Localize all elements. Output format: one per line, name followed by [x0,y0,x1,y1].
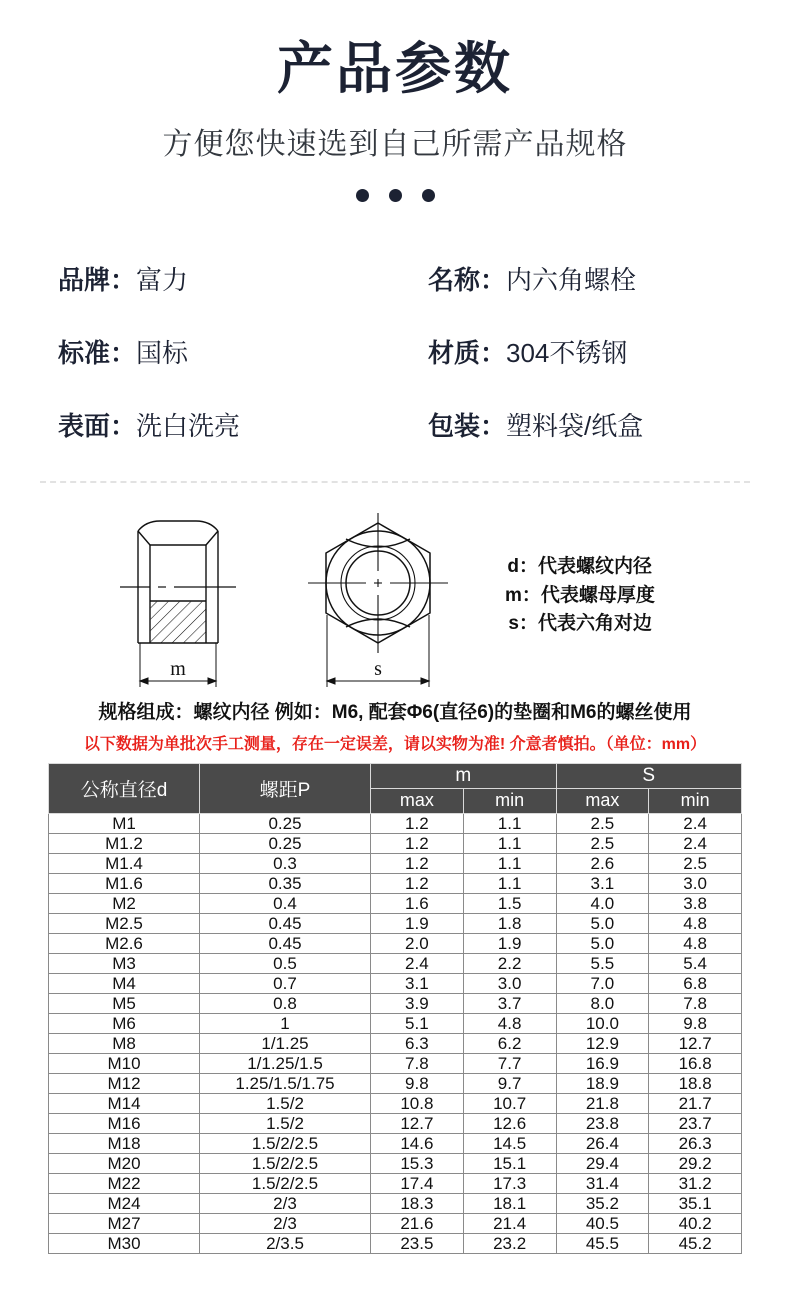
table-row [49,953,742,973]
cell-diameter: M14 [49,1093,200,1113]
spec-value: 洗白洗亮 [136,410,241,441]
cell-diameter: M2.6 [49,933,200,953]
cell-s-min: 3.8 [649,893,742,913]
cell-pitch: 0.25 [200,813,371,833]
table-row [49,873,742,893]
cell-m-max: 15.3 [371,1153,464,1173]
spec-item-surface [58,406,428,443]
spec-item-material [428,333,790,370]
cell-m-max: 1.2 [371,873,464,893]
header-nominal-diameter: 公称直径d [49,763,200,813]
spec-label: 表面： [58,410,137,441]
cell-pitch: 2/3 [200,1193,371,1213]
cell-pitch: 0.8 [200,993,371,1013]
side-view-dimension-label: m [170,657,186,680]
cell-m-min: 1.1 [463,853,556,873]
table-body [49,813,742,1253]
table-row [49,1173,742,1193]
table-row [49,933,742,953]
cell-s-max: 12.9 [556,1033,649,1053]
header-group-m: m [371,763,557,788]
cell-s-min: 3.0 [649,873,742,893]
cell-s-min: 23.7 [649,1113,742,1133]
cell-diameter: M12 [49,1073,200,1093]
legend-text: 代表螺纹内径 [538,555,653,577]
spec-item-name [428,260,790,297]
legend-separator: ： [519,555,539,577]
dot-icon [389,189,402,202]
cell-s-max: 10.0 [556,1013,649,1033]
cell-diameter: M3 [49,953,200,973]
cell-m-max: 23.5 [371,1233,464,1253]
hex-nut-drawings [110,501,470,691]
spec-item-packaging [428,406,790,443]
table-row [49,973,742,993]
cell-m-max: 18.3 [371,1193,464,1213]
cell-pitch: 0.25 [200,833,371,853]
cell-s-max: 45.5 [556,1233,649,1253]
cell-m-max: 12.7 [371,1113,464,1133]
cell-diameter: M24 [49,1193,200,1213]
cell-m-min: 1.1 [463,813,556,833]
legend-text: 代表六角对边 [538,613,653,635]
table-row [49,1233,742,1253]
cell-pitch: 1.5/2/2.5 [200,1153,371,1173]
cell-m-max: 7.8 [371,1053,464,1073]
diagram-section [0,501,790,691]
cell-pitch: 1.5/2 [200,1093,371,1113]
cell-m-min: 12.6 [463,1113,556,1133]
cell-pitch: 0.4 [200,893,371,913]
cell-diameter: M30 [49,1233,200,1253]
cell-s-max: 3.1 [556,873,649,893]
table-row [49,853,742,873]
cell-m-max: 3.9 [371,993,464,1013]
cell-s-max: 2.5 [556,813,649,833]
specification-table [48,763,742,1254]
header-m-min: min [463,788,556,813]
cell-s-min: 21.7 [649,1093,742,1113]
cell-m-min: 3.7 [463,993,556,1013]
cell-s-max: 5.5 [556,953,649,973]
cell-s-min: 12.7 [649,1033,742,1053]
notes-section [0,697,790,754]
spec-item-standard [58,333,428,370]
legend-text: 代表螺母厚度 [540,584,655,606]
cell-pitch: 1.25/1.5/1.75 [200,1073,371,1093]
spec-label: 名称： [428,264,507,295]
spec-value: 塑料袋/纸盒 [506,410,644,441]
cell-diameter: M1.4 [49,853,200,873]
cell-diameter: M5 [49,993,200,1013]
table-row [49,1133,742,1153]
table-row [49,1033,742,1053]
spec-label: 品牌： [58,264,137,295]
cell-diameter: M2.5 [49,913,200,933]
header-m-max: max [371,788,464,813]
note-composition: 规格组成：螺纹内径 例如：M6, 配套Φ6(直径6)的垫圈和M6的螺丝使用 [98,701,692,723]
cell-m-min: 9.7 [463,1073,556,1093]
cell-s-min: 31.2 [649,1173,742,1193]
cell-pitch: 0.7 [200,973,371,993]
legend-symbol: m [505,584,522,606]
cell-s-max: 5.0 [556,913,649,933]
spec-label: 材质： [428,337,507,368]
cell-s-max: 16.9 [556,1053,649,1073]
table-row [49,913,742,933]
cell-m-max: 14.6 [371,1133,464,1153]
cell-diameter: M1 [49,813,200,833]
cell-diameter: M4 [49,973,200,993]
cell-pitch: 1.5/2/2.5 [200,1173,371,1193]
cell-pitch: 1/1.25/1.5 [200,1053,371,1073]
cell-m-min: 21.4 [463,1213,556,1233]
specification-table-container [48,763,742,1254]
cell-diameter: M2 [49,893,200,913]
cell-s-max: 35.2 [556,1193,649,1213]
cell-diameter: M1.6 [49,873,200,893]
cell-m-min: 1.5 [463,893,556,913]
cell-m-min: 3.0 [463,973,556,993]
cell-s-min: 6.8 [649,973,742,993]
cell-s-min: 5.4 [649,953,742,973]
legend-item-d [505,553,655,582]
note-measurement-warning: 以下数据为单批次手工测量，存在一定误差，请以实物为准! 介意者慎拍。（单位：mm） [83,735,707,753]
table-row [49,1093,742,1113]
legend-symbol: d [507,555,519,577]
cell-s-max: 29.4 [556,1153,649,1173]
cell-m-max: 3.1 [371,973,464,993]
cell-s-min: 2.4 [649,813,742,833]
cell-m-min: 10.7 [463,1093,556,1113]
cell-m-min: 6.2 [463,1033,556,1053]
cell-s-min: 29.2 [649,1153,742,1173]
cell-s-max: 23.8 [556,1113,649,1133]
cell-m-max: 5.1 [371,1013,464,1033]
cell-m-max: 1.2 [371,853,464,873]
cell-diameter: M8 [49,1033,200,1053]
table-row [49,1053,742,1073]
cell-pitch: 1/1.25 [200,1033,371,1053]
cell-pitch: 0.3 [200,853,371,873]
cell-s-min: 2.4 [649,833,742,853]
legend-separator: ： [519,613,539,635]
cell-s-max: 26.4 [556,1133,649,1153]
top-view-dimension-label: s [374,657,382,680]
specification-list [0,260,790,443]
cell-s-max: 18.9 [556,1073,649,1093]
cell-diameter: M6 [49,1013,200,1033]
cell-m-max: 17.4 [371,1173,464,1193]
cell-m-min: 14.5 [463,1133,556,1153]
page-header [0,0,790,202]
cell-s-min: 26.3 [649,1133,742,1153]
cell-diameter: M18 [49,1133,200,1153]
cell-m-min: 1.1 [463,873,556,893]
header-s-min: min [649,788,742,813]
cell-m-min: 4.8 [463,1013,556,1033]
spec-label: 标准： [58,337,137,368]
cell-pitch: 0.35 [200,873,371,893]
cell-s-max: 4.0 [556,893,649,913]
spec-value: 304不锈钢 [506,337,628,368]
table-row [49,1013,742,1033]
cell-s-min: 2.5 [649,853,742,873]
section-divider [40,481,750,483]
spec-value: 内六角螺栓 [506,264,637,295]
cell-diameter: M1.2 [49,833,200,853]
cell-pitch: 1.5/2 [200,1113,371,1133]
spec-item-brand [58,260,428,297]
diagram-legend [505,553,655,640]
header-s-max: max [556,788,649,813]
cell-s-min: 40.2 [649,1213,742,1233]
cell-diameter: M10 [49,1053,200,1073]
table-row [49,1193,742,1213]
legend-item-m [505,582,655,611]
cell-pitch: 1.5/2/2.5 [200,1133,371,1153]
cell-s-min: 9.8 [649,1013,742,1033]
cell-m-max: 9.8 [371,1073,464,1093]
cell-m-max: 1.9 [371,913,464,933]
cell-m-min: 2.2 [463,953,556,973]
legend-separator: ： [521,584,541,606]
cell-s-max: 5.0 [556,933,649,953]
decorative-dots [0,189,790,202]
table-row [49,993,742,1013]
spec-value: 富力 [136,264,189,295]
cell-pitch: 0.45 [200,933,371,953]
cell-m-min: 1.9 [463,933,556,953]
cell-m-min: 7.7 [463,1053,556,1073]
cell-s-min: 16.8 [649,1053,742,1073]
table-head [49,763,742,813]
table-row [49,1113,742,1133]
cell-m-max: 10.8 [371,1093,464,1113]
cell-diameter: M22 [49,1173,200,1193]
cell-s-min: 4.8 [649,933,742,953]
cell-s-min: 45.2 [649,1233,742,1253]
cell-m-max: 6.3 [371,1033,464,1053]
cell-s-max: 21.8 [556,1093,649,1113]
cell-m-min: 23.2 [463,1233,556,1253]
spec-value: 国标 [136,337,189,368]
cell-m-min: 1.1 [463,833,556,853]
cell-pitch: 0.45 [200,913,371,933]
cell-s-max: 40.5 [556,1213,649,1233]
dot-icon [422,189,435,202]
table-row [49,893,742,913]
cell-m-max: 2.4 [371,953,464,973]
cell-s-max: 8.0 [556,993,649,1013]
cell-pitch: 1 [200,1013,371,1033]
spec-label: 包装： [428,410,507,441]
cell-diameter: M16 [49,1113,200,1133]
table-row [49,1073,742,1093]
dot-icon [356,189,369,202]
cell-pitch: 2/3.5 [200,1233,371,1253]
legend-symbol: s [508,613,519,635]
cell-m-min: 15.1 [463,1153,556,1173]
cell-s-max: 2.5 [556,833,649,853]
table-row [49,813,742,833]
cell-m-min: 18.1 [463,1193,556,1213]
cell-m-max: 1.2 [371,833,464,853]
cell-m-max: 1.6 [371,893,464,913]
header-group-s: S [556,763,742,788]
cell-s-max: 31.4 [556,1173,649,1193]
page-subtitle: 方便您快速选到自己所需产品规格 [162,127,628,161]
cell-diameter: M20 [49,1153,200,1173]
cell-m-max: 2.0 [371,933,464,953]
table-row [49,833,742,853]
cell-m-max: 1.2 [371,813,464,833]
cell-s-min: 35.1 [649,1193,742,1213]
table-row [49,1153,742,1173]
table-header-row-groups [49,763,742,788]
cell-pitch: 2/3 [200,1213,371,1233]
legend-item-s [505,610,655,639]
cell-s-min: 4.8 [649,913,742,933]
cell-m-min: 17.3 [463,1173,556,1193]
cell-s-max: 7.0 [556,973,649,993]
cell-s-min: 18.8 [649,1073,742,1093]
cell-s-max: 2.6 [556,853,649,873]
page-title: 产品参数 [277,37,513,100]
header-pitch: 螺距P [200,763,371,813]
cell-s-min: 7.8 [649,993,742,1013]
table-row [49,1213,742,1233]
cell-m-min: 1.8 [463,913,556,933]
cell-m-max: 21.6 [371,1213,464,1233]
cell-pitch: 0.5 [200,953,371,973]
cell-diameter: M27 [49,1213,200,1233]
